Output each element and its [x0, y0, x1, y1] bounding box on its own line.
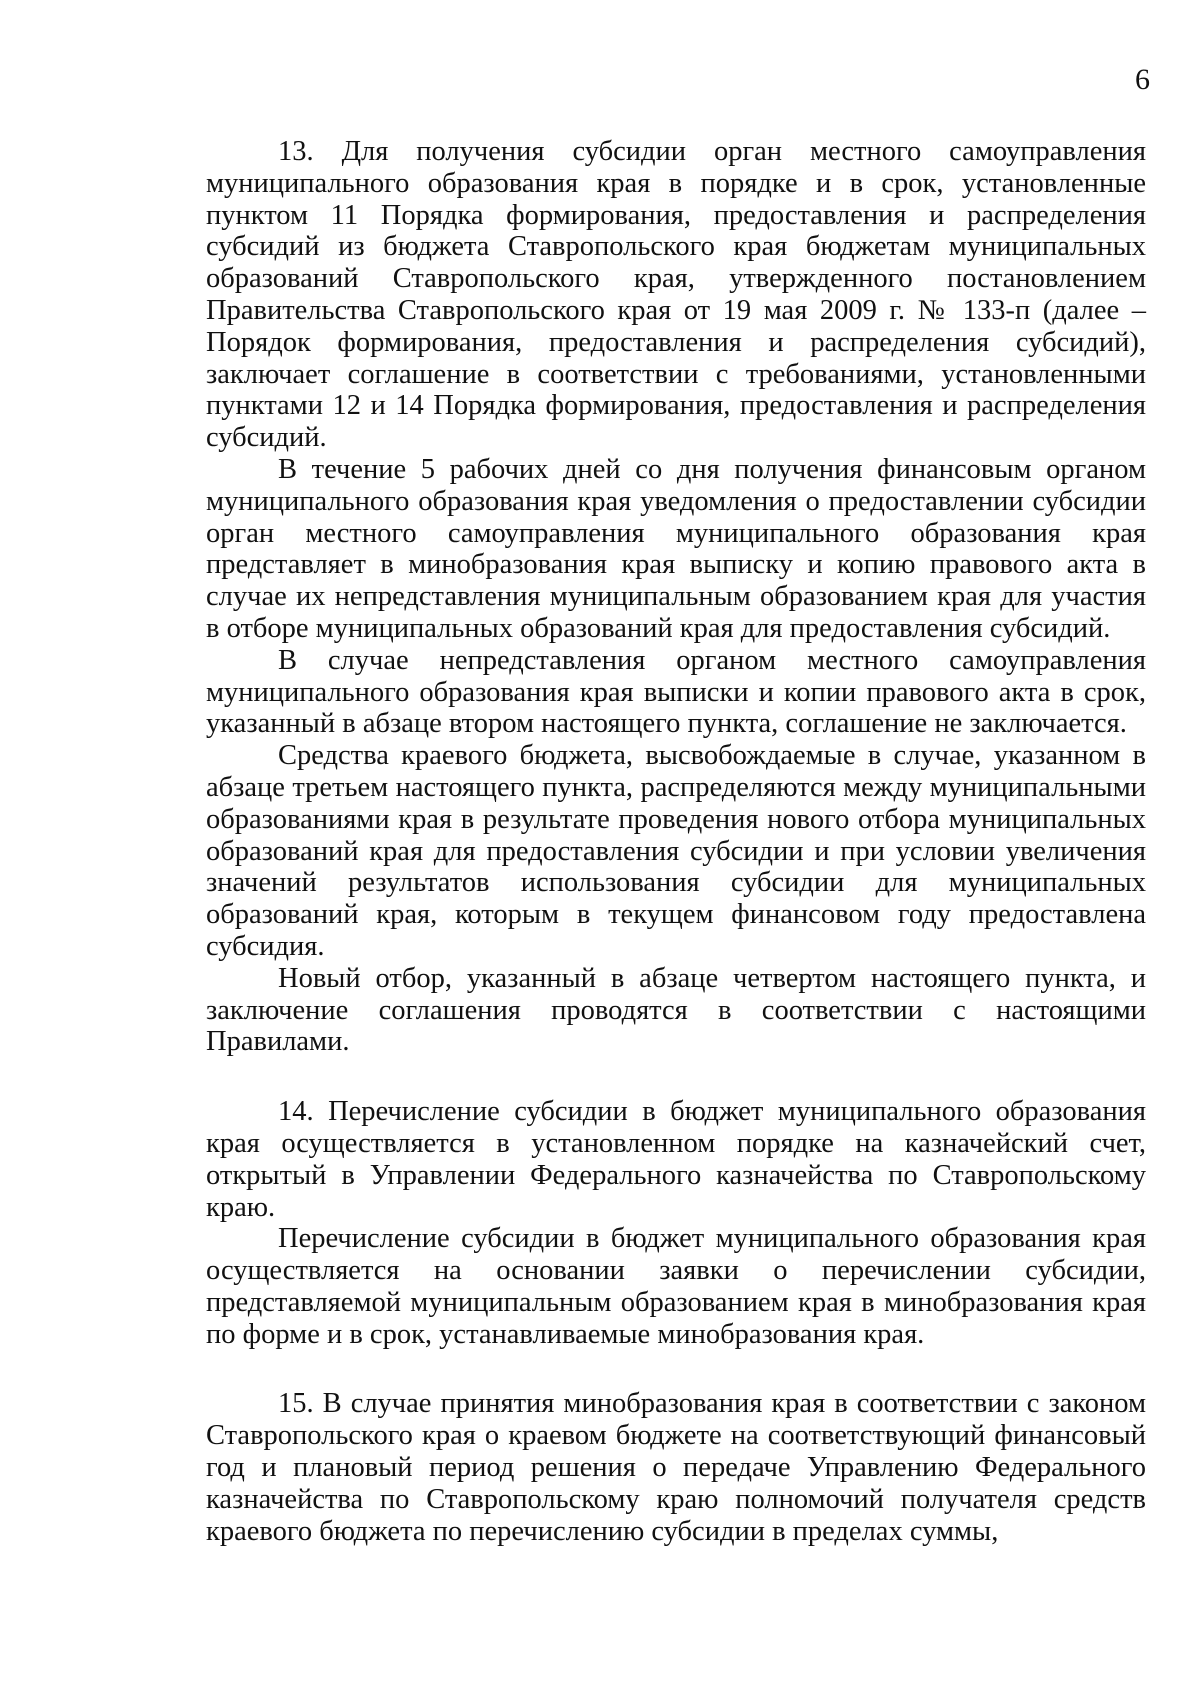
clause-13-paragraph-5: Новый отбор, указанный в абзаце четвертом настоящего пункта, и заключение соглашения проводятся в соответствии с настоящими Правилами. — [206, 962, 1146, 1058]
clause-13-paragraph-1: 13. Для получения субсидии орган местного самоуправления муниципального образования края в порядке и в срок, установленные пунктом 11 Порядка формирования, предоставления и распределения субсидий из бюджета Ставропольского края бюджетам муниципальных образований Ставропольского края, утвержденного постановлением Правительства Ставропольского края от 19 мая 2009 г. № 133-п (далее – Порядок формирования, предоставления и распределения субсидий), заключает соглашение в соответствии с требованиями, установленными пунктами 12 и 14 Порядка формирования, предоставления и распределения субсидий. — [206, 136, 1146, 454]
clause-13-paragraph-4: Средства краевого бюджета, высвобождаемые в случае, указанном в абзаце третьем настоящего пункта, распределяются между муниципальными образованиями края в результате проведения нового отбора муниципальных образований края для предоставления субсидии и при условии увеличения значений результатов использования субсидии для муниципальных образований края, которым в текущем финансовом году предоставлена субсидия. — [206, 740, 1146, 962]
clause-13-paragraph-2: В течение 5 рабочих дней со дня получения финансовым органом муниципального образования края уведомления о предоставлении субсидии орган местного самоуправления муниципального образования края представляет в минобразования края выписку и копию правового акта в случае их непредставления муниципальным образованием края для участия в отборе муниципальных образований края для предоставления субсидий. — [206, 453, 1146, 644]
clause-14-paragraph-2: Перечисление субсидии в бюджет муниципального образования края осуществляется на основании заявки о перечислении субсидии, представляемой муниципальным образованием края в минобразования края по форме и в срок, устанавливаемые минобразования края. — [206, 1223, 1146, 1350]
clause-13 — [206, 136, 1146, 1058]
document-body — [206, 136, 1146, 1547]
page-number: 6 — [1135, 63, 1150, 96]
clause-15 — [206, 1388, 1146, 1547]
clause-15-paragraph-1: 15. В случае принятия минобразования края в соответствии с законом Ставропольского края о краевом бюджете на соответствующий финансовый год и плановый период решения о передаче Управлению Федерального казначейства по Ставропольскому краю полномочий получателя средств краевого бюджета по перечислению субсидии в пределах суммы, — [206, 1388, 1146, 1547]
clause-14-paragraph-1: 14. Перечисление субсидии в бюджет муниципального образования края осуществляется в установленном порядке на казначейский счет, открытый в Управлении Федерального казначейства по Ставропольскому краю. — [206, 1096, 1146, 1223]
section-spacer — [206, 1350, 1146, 1388]
clause-14 — [206, 1096, 1146, 1350]
clause-13-paragraph-3: В случае непредставления органом местного самоуправления муниципального образования края выписки и копии правового акта в срок, указанный в абзаце втором настоящего пункта, соглашение не заключается. — [206, 644, 1146, 740]
section-spacer — [206, 1058, 1146, 1096]
